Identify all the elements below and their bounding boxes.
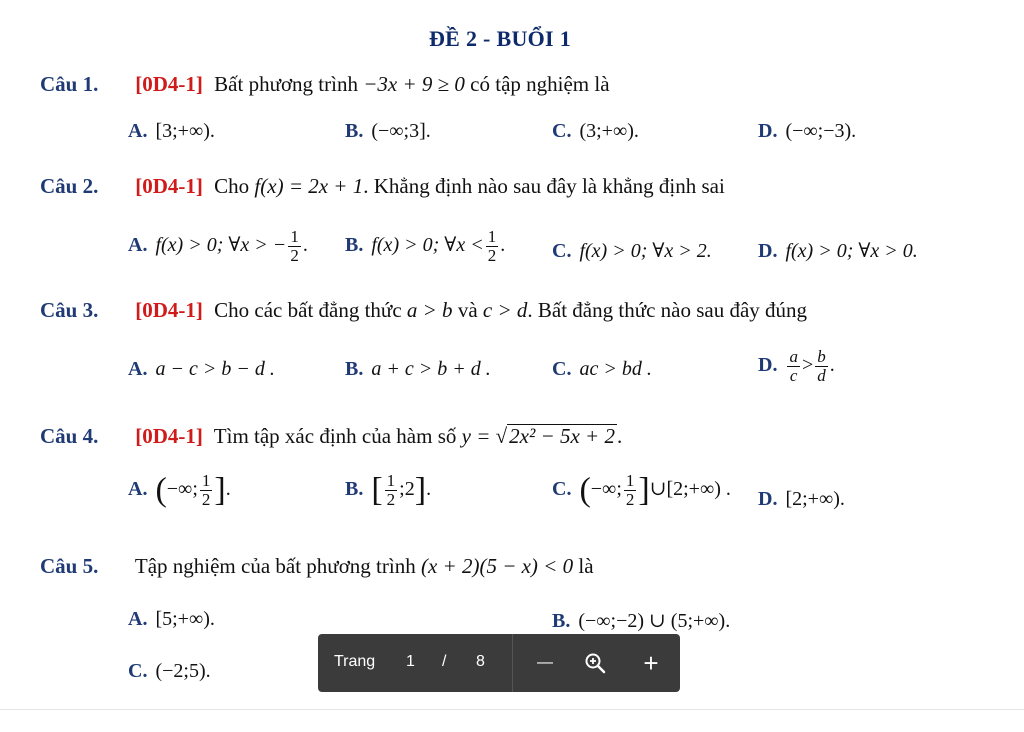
document-title: ĐỀ 2 - BUỔI 1 (428, 26, 572, 51)
option-b: B. [ $\frac{1}{2}$ ;2]. (345, 471, 432, 509)
question-text: Tập nghiệm của bất phương trình (134, 554, 416, 578)
option-d: D. f(x) > 0; ∀x > 0. (758, 240, 918, 262)
question-5 (40, 554, 594, 579)
option-c: C. (−2;5). (128, 660, 211, 682)
page-bottom-divider (0, 709, 1024, 710)
question-4: Câu 4. [0D4-1] Tìm tập xác định của hàm số y = √2x² − 5x + 2. (40, 424, 623, 448)
option-a: A. (−∞; $\frac{1}{2}$ ]. (128, 471, 231, 509)
question-tag: [0D4-1] (135, 174, 203, 198)
option-a: A. f(x) > 0; ∀x > − $\frac{1}{2}$ . (128, 227, 308, 265)
question-tag: [0D4-1] (135, 298, 203, 322)
option-a: A. a − c > b − d . (128, 358, 275, 380)
question-number: Câu 5. (40, 554, 99, 578)
toolbar-divider (512, 634, 513, 692)
option-b: B. a + c > b + d . (345, 358, 491, 380)
pdf-page-toolbar (318, 634, 680, 692)
question-text-end: là (578, 554, 594, 578)
option-c: C. ac > bd . (552, 358, 652, 380)
plus-icon: + (643, 647, 659, 678)
question-text-end: . Bất đẳng thức nào sau đây đúng (527, 298, 808, 322)
question-number: Câu 3. (40, 298, 99, 322)
zoom-icon (584, 652, 606, 674)
option-b: B. (−∞;3]. (345, 120, 431, 142)
question-number: Câu 2. (40, 174, 99, 198)
question-text: Cho các bất đẳng thức (214, 298, 402, 322)
question-text: Tìm tập xác định của hàm số (213, 424, 457, 448)
option-c: C. (3;+∞). (552, 120, 639, 142)
minus-icon: — (537, 654, 553, 671)
question-text: Bất phương trình (214, 72, 358, 96)
question-math: c > d (482, 298, 528, 322)
zoom-in-button[interactable] (636, 648, 666, 678)
question-math: y = (461, 424, 491, 448)
question-text-end: . (616, 424, 623, 448)
question-tag: [0D4-1] (135, 72, 203, 96)
question-text-end: . Khẳng định nào sau đây là khẳng định sai (363, 174, 725, 198)
question-3 (40, 298, 807, 323)
option-b: B. (−∞;−2) ∪ (5;+∞). (552, 610, 731, 632)
option-b: B. f(x) > 0; ∀x < $\frac{1}{2}$ . (345, 227, 506, 265)
radicand: 2x² − 5x + 2 (509, 424, 615, 448)
question-text-mid: và (457, 298, 478, 322)
question-math: −3x + 9 ≥ 0 (363, 72, 465, 96)
option-a: A. [5;+∞). (128, 608, 215, 630)
question-tag: [0D4-1] (135, 424, 203, 448)
question-text-end: có tập nghiệm là (470, 72, 610, 96)
question-number: Câu 1. (40, 72, 99, 96)
total-pages: 8 (476, 653, 485, 670)
option-c: C. f(x) > 0; ∀x > 2. (552, 240, 712, 262)
question-number: Câu 4. (40, 424, 99, 448)
question-math: f(x) = 2x + 1 (254, 174, 364, 198)
question-1 (40, 72, 610, 97)
question-math: a > b (406, 298, 453, 322)
page-label: Trang (334, 653, 376, 670)
current-page[interactable]: 1 (406, 653, 415, 670)
question-text: Cho (214, 174, 250, 198)
option-d: D. (−∞;−3). (758, 120, 857, 142)
question-math: (x + 2)(5 − x) < 0 (420, 554, 574, 578)
option-d: D. [2;+∞). (758, 488, 845, 510)
zoom-reset-button[interactable] (580, 648, 610, 678)
page-separator: / (442, 653, 447, 670)
question-2 (40, 174, 725, 199)
option-d: D. $\frac{a}{c}$ > $\frac{b}{d}$ . (758, 347, 835, 385)
option-c: C. (−∞; $\frac{1}{2}$ ]∪[2;+∞) . (552, 471, 731, 509)
zoom-out-button[interactable] (530, 648, 560, 678)
option-a: A. [3;+∞). (128, 120, 215, 142)
